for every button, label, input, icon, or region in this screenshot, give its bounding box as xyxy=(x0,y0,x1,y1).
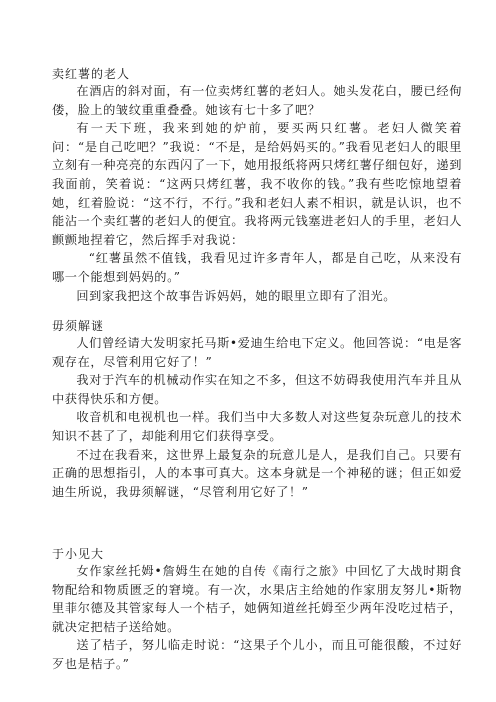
paragraph-quote: “红薯虽然不值钱，我看见过许多青年人，都是自己吃，从来没有哪一个能想到妈妈的。” xyxy=(52,251,462,284)
paragraph: 在酒店的斜对面，有一位卖烤红薯的老妇人。她头发花白，腰已经佝偻，脸上的皱纹重重叠叠。她该有七十多了吧？ xyxy=(52,84,462,117)
story-no-need-to-solve-riddle xyxy=(52,318,462,501)
paragraph: 我对于汽车的机械动作实在知之不多，但这不妨碍我使用汽车并且从中获得快乐和方便。 xyxy=(52,373,462,406)
story-old-woman-sweet-potatoes xyxy=(52,66,462,305)
paragraph: 送了桔子，努儿临走时说：“这果子个儿小，而且可能很酸，不过好歹也是桔子。” xyxy=(52,638,462,671)
section-title: 卖红薯的老人 xyxy=(52,67,131,81)
paragraph: 人们曾经请大发明家托马斯•爱迪生给电下定义。他回答说：“电是客观存在，尽管利用它好了！” xyxy=(52,336,462,369)
paragraph: 女作家丝托姆•詹姆生在她的自传《南行之旅》中回忆了大战时期食物配给和物质匮乏的窘境。有一次，水果店主给她的作家朋友努儿•斯物里菲尔德及其管家每人一个桔子，她俩知道丝托姆至少两年没吃过桔子，就决定把桔子送给她。 xyxy=(52,564,462,634)
paragraph: 回到家我把这个故事告诉妈妈，她的眼里立即有了泪光。 xyxy=(76,288,397,303)
paragraph: 有一天下班，我来到她的炉前，要买两只红薯。老妇人微笑着问：“是自己吃吧？”我说：“不是，是给妈妈买的。”我看见老妇人的眼里立刻有一种亮亮的东西闪了一下，她用报纸将两只烤红薯仔细包好，递到我面前，笑着说：“这两只烤红薯，我不收你的钱。”我有些吃惊地望着她，红着脸说：“这不行，不行。”我和老妇人素不相识，就是认识，也不能沾一个卖红薯的老妇人的便宜。我将两元钱塞进老妇人的手里，老妇人颤颤地捏着它，然后挥手对我说： xyxy=(52,121,462,247)
section-title: 于小见大 xyxy=(52,547,105,561)
paragraph: 不过在我看来，这世界上最复杂的玩意儿是人，是我们自己。只要有正确的思想指引，人的本事可真大。这本身就是一个神秘的谜；但正如爱迪生所说，我毋须解谜，“尽管利用它好了！” xyxy=(52,447,462,499)
section-title: 毋须解谜 xyxy=(52,319,105,333)
paragraph: 收音机和电视机也一样。我们当中大多数人对这些复杂玩意儿的技术知识不甚了了，却能利用它们获得享受。 xyxy=(52,410,462,443)
story-big-in-small xyxy=(52,546,462,674)
